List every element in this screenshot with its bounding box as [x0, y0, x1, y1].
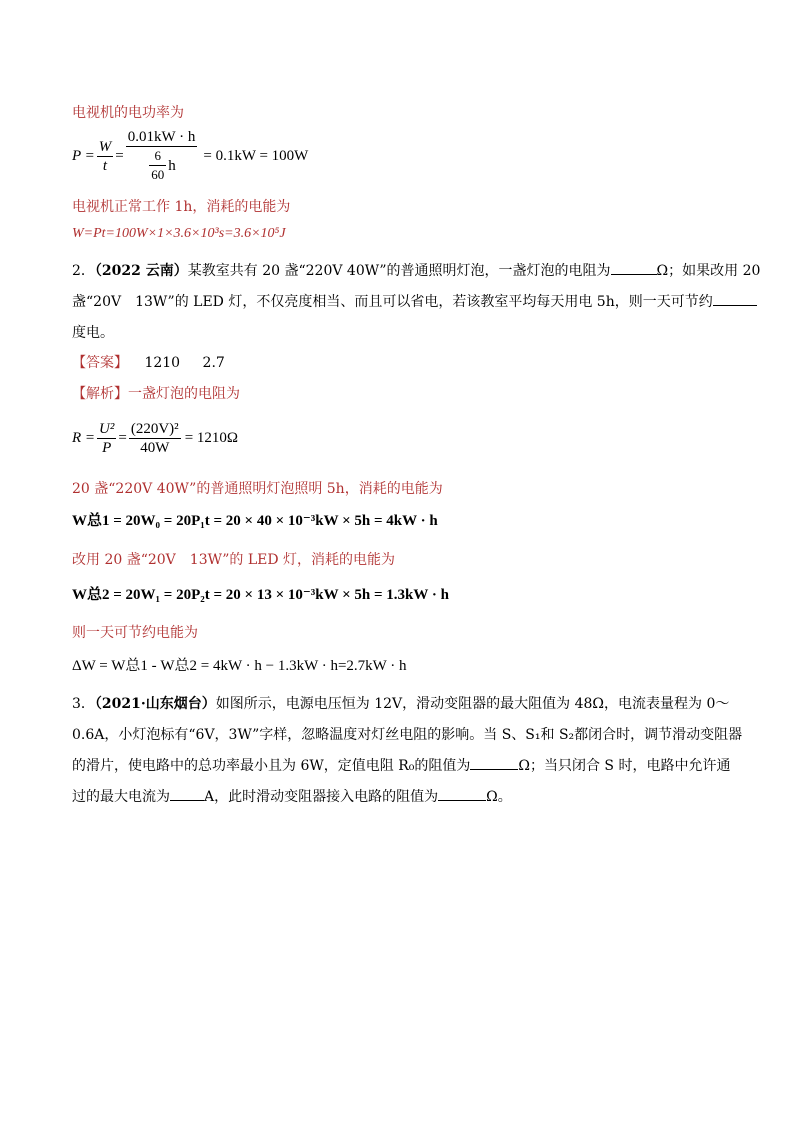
answer-blank	[170, 786, 204, 801]
tv-power-frac-values: 0.01kW · h $\frac{6}{60}$ h	[127, 129, 196, 182]
q2-line2: 盏“20V 13W”的 LED 灯，不仅亮度相当、而且可以省电，若该教室平均每天用电 5h，则一天可节约	[72, 291, 757, 311]
save-energy-formula: ΔW = W总1 - W总2 = 4kW · h − 1.3kW · h=2.7kW · h	[72, 658, 407, 674]
q3-line2: 0.6A，小灯泡标有“6V，3W”字样，忽略温度对灯丝电阻的影响。当 S、S₁和 S₂都闭合时，调节滑动变阻器	[72, 727, 743, 743]
tv-power-frac-wt: $\frac{W}{t}$	[98, 138, 112, 174]
answer-blank	[470, 755, 518, 770]
new-energy-formula: W总2 = 20W₁ = 20P₂t = 20 × 13 × 10⁻³kW × 5h = 1.3kW · h	[72, 587, 449, 603]
q2-analysis: 【解析】一盏灯泡的电阻为	[72, 386, 240, 402]
q3-line1: 3．（2021·山东烟台）如图所示，电源电压恒为 12V，滑动变阻器的最大阻值为 48Ω，电流表量程为 0～	[72, 696, 730, 712]
answer-blank	[713, 291, 757, 306]
old-energy-label: 20 盏“220V 40W”的普通照明灯泡照明 5h，消耗的电能为	[72, 481, 443, 497]
analysis-tag: 【解析】	[72, 386, 128, 402]
resistance-formula: R = $\frac{\text{U²}}{P}$ = $\frac{\text{(220V)²}}{40W}$ = 1210Ω	[72, 420, 239, 456]
tv-power-formula: P = $\frac{W}{t}$ = 0.01kW · h $\frac{6}{60}$ h = 0.1kW = 100W	[72, 129, 309, 182]
save-energy-label: 则一天可节约电能为	[72, 625, 198, 641]
tv-energy-formula: W=Pt=100W×1×3.6×10³s=3.6×10⁵J	[72, 226, 286, 241]
q3-line4: 过的最大电流为 A，此时滑动变阻器接入电路的阻值为 Ω。	[72, 786, 512, 806]
new-energy-label: 改用 20 盏“20V 13W”的 LED 灯，消耗的电能为	[72, 552, 396, 568]
q3-line3: 的滑片，使电路中的总功率最小且为 6W，定值电阻 R₀的阻值为 Ω；当只闭合 S 时，电路中允许通	[72, 755, 730, 775]
answer-blank	[611, 260, 657, 275]
tv-energy-label: 电视机正常工作 1h，消耗的电能为	[72, 199, 291, 215]
answer-tag: 【答案】	[72, 355, 128, 371]
old-energy-formula: W总1 = 20W₀ = 20P₁t = 20 × 40 × 10⁻³kW × 5h = 4kW · h	[72, 513, 438, 529]
q2-answer: 【答案】 1210 2.7	[72, 355, 225, 371]
q2-line1: 2．（2022 云南）某教室共有 20 盏“220V 40W”的普通照明灯泡，一盏灯泡的电阻为 Ω；如果改用 20	[72, 260, 760, 280]
q2-line3: 度电。	[72, 325, 114, 341]
tv-power-lhs: P =	[72, 147, 95, 164]
tv-power-label: 电视机的电功率为	[72, 105, 184, 121]
answer-blank	[438, 786, 486, 801]
